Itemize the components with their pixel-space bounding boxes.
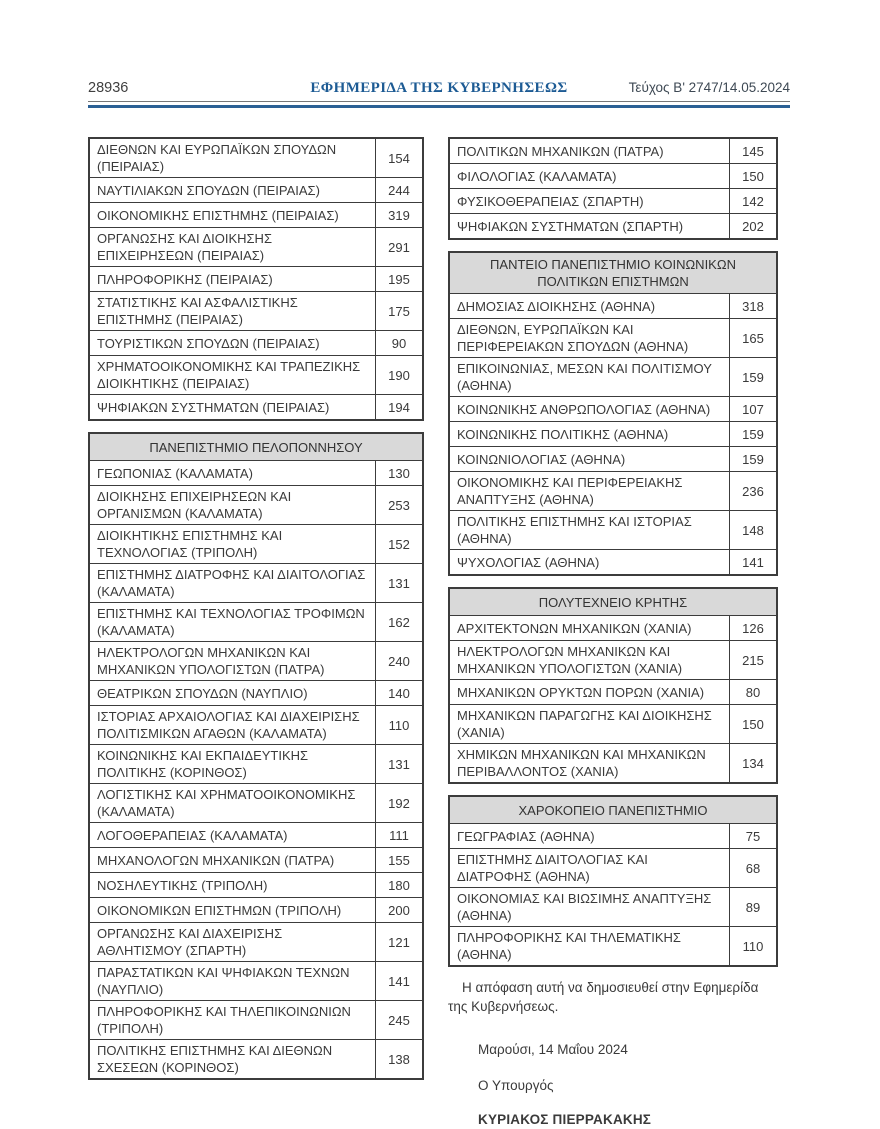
department-table bbox=[88, 137, 424, 421]
admissions-count: 180 bbox=[375, 873, 422, 897]
admissions-count: 190 bbox=[375, 356, 422, 394]
table-rows bbox=[450, 616, 776, 782]
department-name: ΝΑΥΤΙΛΙΑΚΩΝ ΣΠΟΥΔΩΝ (ΠΕΙΡΑΙΑΣ) bbox=[97, 182, 320, 198]
gazette-masthead: ΕΦΗΜΕΡΙΔΑ ΤΗΣ ΚΥΒΕΡΝΗΣΕΩΣ bbox=[310, 80, 568, 96]
admissions-count: 194 bbox=[375, 395, 422, 419]
table-row bbox=[90, 202, 422, 227]
department-name: ΧΗΜΙΚΩΝ ΜΗΧΑΝΙΚΩΝ ΚΑΙ ΜΗΧΑΝΙΚΩΝ ΠΕΡΙΒΑΛΛΟΝΤΟΣ (ΧΑΝΙΑ) bbox=[457, 747, 706, 779]
table-rows bbox=[450, 139, 776, 238]
table-row bbox=[90, 394, 422, 419]
table-row bbox=[450, 510, 776, 549]
right-column bbox=[448, 137, 778, 1129]
table-row bbox=[450, 294, 776, 318]
admissions-count: 140 bbox=[375, 681, 422, 705]
department-name: ΗΛΕΚΤΡΟΛΟΓΩΝ ΜΗΧΑΝΙΚΩΝ ΚΑΙ ΜΗΧΑΝΙΚΩΝ ΥΠΟΛΟΓΙΣΤΩΝ (ΧΑΝΙΑ) bbox=[457, 644, 683, 676]
page-number: 28936 bbox=[88, 80, 129, 96]
table-row bbox=[450, 887, 776, 926]
university-header: ΠΑΝΤΕΙΟ ΠΑΝΕΠΙΣΤΗΜΙΟ ΚΟΙΝΩΝΙΚΩΝ ΠΟΛΙΤΙΚΩΝ ΕΠΙΣΤΗΜΩΝ bbox=[450, 253, 776, 294]
department-name: ΓΕΩΓΡΑΦΙΑΣ (ΑΘΗΝΑ) bbox=[457, 828, 595, 844]
department-name: ΨΗΦΙΑΚΩΝ ΣΥΣΤΗΜΑΤΩΝ (ΣΠΑΡΤΗ) bbox=[457, 218, 684, 234]
department-name: ΕΠΙΚΟΙΝΩΝΙΑΣ, ΜΕΣΩΝ ΚΑΙ ΠΟΛΙΤΙΣΜΟΥ (ΑΘΗΝΑ) bbox=[457, 361, 712, 393]
table-row bbox=[90, 485, 422, 524]
department-name: ΣΤΑΤΙΣΤΙΚΗΣ ΚΑΙ ΑΣΦΑΛΙΣΤΙΚΗΣ ΕΠΙΣΤΗΜΗΣ (ΠΕΙΡΑΙΑΣ) bbox=[97, 295, 298, 327]
admissions-count: 68 bbox=[729, 849, 776, 887]
admissions-count: 159 bbox=[729, 358, 776, 396]
admissions-count: 138 bbox=[375, 1040, 422, 1078]
table-row bbox=[90, 563, 422, 602]
admissions-count: 142 bbox=[729, 189, 776, 213]
department-name: ΔΙΟΙΚΗΤΙΚΗΣ ΕΠΙΣΤΗΜΗΣ ΚΑΙ ΤΕΧΝΟΛΟΓΙΑΣ (ΤΡΙΠΟΛΗ) bbox=[97, 528, 283, 560]
table-row bbox=[450, 421, 776, 446]
admissions-count: 107 bbox=[729, 397, 776, 421]
table-row bbox=[90, 177, 422, 202]
department-name: ΧΡΗΜΑΤΟΟΙΚΟΝΟΜΙΚΗΣ ΚΑΙ ΤΡΑΠΕΖΙΚΗΣ ΔΙΟΙΚΗΤΙΚΗΣ (ΠΕΙΡΑΙΑΣ) bbox=[97, 359, 361, 391]
table-row bbox=[90, 461, 422, 485]
admissions-count: 192 bbox=[375, 784, 422, 822]
table-row bbox=[90, 822, 422, 847]
table-row bbox=[450, 616, 776, 640]
department-name: ΚΟΙΝΩΝΙΚΗΣ ΚΑΙ ΕΚΠΑΙΔΕΥΤΙΚΗΣ ΠΟΛΙΤΙΚΗΣ (ΚΟΡΙΝΘΟΣ) bbox=[97, 748, 309, 780]
admissions-count: 80 bbox=[729, 680, 776, 704]
table-rows bbox=[90, 139, 422, 419]
admissions-count: 131 bbox=[375, 745, 422, 783]
department-name: ΟΡΓΑΝΩΣΗΣ ΚΑΙ ΔΙΟΙΚΗΣΗΣ ΕΠΙΧΕΙΡΗΣΕΩΝ (ΠΕΙΡΑΙΑΣ) bbox=[97, 231, 272, 263]
table-row bbox=[90, 524, 422, 563]
table-row bbox=[90, 266, 422, 291]
department-name: ΔΙΕΘΝΩΝ, ΕΥΡΩΠΑΪΚΩΝ ΚΑΙ ΠΕΡΙΦΕΡΕΙΑΚΩΝ ΣΠΟΥΔΩΝ (ΑΘΗΝΑ) bbox=[457, 322, 689, 354]
department-name: ΔΙΟΙΚΗΣΗΣ ΕΠΙΧΕΙΡΗΣΕΩΝ ΚΑΙ ΟΡΓΑΝΙΣΜΩΝ (ΚΑΛΑΜΑΤΑ) bbox=[97, 489, 292, 521]
table-row bbox=[450, 549, 776, 574]
table-row bbox=[90, 227, 422, 266]
department-name: ΟΙΚΟΝΟΜΙΚΗΣ ΚΑΙ ΠΕΡΙΦΕΡΕΙΑΚΗΣ ΑΝΑΠΤΥΞΗΣ (ΑΘΗΝΑ) bbox=[457, 475, 683, 507]
admissions-count: 215 bbox=[729, 641, 776, 679]
department-name: ΤΟΥΡΙΣΤΙΚΩΝ ΣΠΟΥΔΩΝ (ΠΕΙΡΑΙΑΣ) bbox=[97, 335, 320, 351]
table-row bbox=[90, 961, 422, 1000]
department-name: ΟΙΚΟΝΟΜΙΑΣ ΚΑΙ ΒΙΩΣΙΜΗΣ ΑΝΑΠΤΥΞΗΣ (ΑΘΗΝΑ) bbox=[457, 891, 712, 923]
department-name: ΚΟΙΝΩΝΙΟΛΟΓΙΑΣ (ΑΘΗΝΑ) bbox=[457, 451, 626, 467]
department-table bbox=[448, 251, 778, 576]
table-row bbox=[450, 163, 776, 188]
admissions-count: 141 bbox=[375, 962, 422, 1000]
admissions-count: 75 bbox=[729, 824, 776, 848]
admissions-count: 110 bbox=[375, 706, 422, 744]
admissions-count: 165 bbox=[729, 319, 776, 357]
university-header: ΠΟΛΥΤΕΧΝΕΙΟ ΚΡΗΤΗΣ bbox=[450, 589, 776, 616]
admissions-count: 159 bbox=[729, 422, 776, 446]
table-row bbox=[90, 897, 422, 922]
table-row bbox=[450, 471, 776, 510]
department-name: ΜΗΧΑΝΟΛΟΓΩΝ ΜΗΧΑΝΙΚΩΝ (ΠΑΤΡΑ) bbox=[97, 852, 335, 868]
department-name: ΛΟΓΙΣΤΙΚΗΣ ΚΑΙ ΧΡΗΜΑΤΟΟΙΚΟΝΟΜΙΚΗΣ (ΚΑΛΑΜΑΤΑ) bbox=[97, 787, 356, 819]
header-rule bbox=[88, 105, 790, 108]
admissions-count: 90 bbox=[375, 331, 422, 355]
department-name: ΨΥΧΟΛΟΓΙΑΣ (ΑΘΗΝΑ) bbox=[457, 554, 600, 570]
admissions-count: 319 bbox=[375, 203, 422, 227]
admissions-count: 121 bbox=[375, 923, 422, 961]
signatory-name: ΚΥΡΙΑΚΟΣ ΠΙΕΡΡΑΚΑΚΗΣ bbox=[478, 1112, 652, 1127]
table-row bbox=[90, 602, 422, 641]
left-column bbox=[88, 137, 424, 1091]
header-line bbox=[88, 80, 790, 102]
department-name: ΟΙΚΟΝΟΜΙΚΗΣ ΕΠΙΣΤΗΜΗΣ (ΠΕΙΡΑΙΑΣ) bbox=[97, 207, 339, 223]
department-table bbox=[448, 587, 778, 784]
admissions-count: 150 bbox=[729, 164, 776, 188]
table-row bbox=[450, 318, 776, 357]
department-name: ΕΠΙΣΤΗΜΗΣ ΔΙΑΙΤΟΛΟΓΙΑΣ ΚΑΙ ΔΙΑΤΡΟΦΗΣ (ΑΘΗΝΑ) bbox=[457, 852, 648, 884]
department-name: ΟΡΓΑΝΩΣΗΣ ΚΑΙ ΔΙΑΧΕΙΡΙΣΗΣ ΑΘΛΗΤΙΣΜΟΥ (ΣΠΑΡΤΗ) bbox=[97, 926, 283, 958]
admissions-count: 245 bbox=[375, 1001, 422, 1039]
admissions-count: 110 bbox=[729, 927, 776, 965]
publish-note: Η απόφαση αυτή να δημοσιευθεί στην Εφημερίδα της Κυβερνήσεως. bbox=[448, 980, 759, 1014]
table-row bbox=[450, 357, 776, 396]
department-name: ΦΙΛΟΛΟΓΙΑΣ (ΚΑΛΑΜΑΤΑ) bbox=[457, 168, 617, 184]
table-row bbox=[90, 744, 422, 783]
table-row bbox=[90, 872, 422, 897]
department-name: ΦΥΣΙΚΟΘΕΡΑΠΕΙΑΣ (ΣΠΑΡΤΗ) bbox=[457, 193, 644, 209]
table-row bbox=[450, 743, 776, 782]
admissions-count: 175 bbox=[375, 292, 422, 330]
department-name: ΠΟΛΙΤΙΚΗΣ ΕΠΙΣΤΗΜΗΣ ΚΑΙ ΔΙΕΘΝΩΝ ΣΧΕΣΕΩΝ (ΚΟΡΙΝΘΟΣ) bbox=[97, 1043, 333, 1075]
table-row bbox=[90, 330, 422, 355]
department-name: ΜΗΧΑΝΙΚΩΝ ΟΡΥΚΤΩΝ ΠΟΡΩΝ (ΧΑΝΙΑ) bbox=[457, 684, 705, 700]
table-row bbox=[450, 188, 776, 213]
table-row bbox=[90, 139, 422, 177]
table-row bbox=[450, 704, 776, 743]
department-name: ΔΙΕΘΝΩΝ ΚΑΙ ΕΥΡΩΠΑΪΚΩΝ ΣΠΟΥΔΩΝ (ΠΕΙΡΑΙΑΣ) bbox=[97, 142, 337, 174]
table-row bbox=[450, 396, 776, 421]
department-name: ΛΟΓΟΘΕΡΑΠΕΙΑΣ (ΚΑΛΑΜΑΤΑ) bbox=[97, 827, 288, 843]
department-name: ΔΗΜΟΣΙΑΣ ΔΙΟΙΚΗΣΗΣ (ΑΘΗΝΑ) bbox=[457, 298, 656, 314]
admissions-count: 244 bbox=[375, 178, 422, 202]
admissions-count: 318 bbox=[729, 294, 776, 318]
table-rows bbox=[450, 294, 776, 574]
university-header: ΠΑΝΕΠΙΣΤΗΜΙΟ ΠΕΛΟΠΟΝΝΗΣΟΥ bbox=[90, 434, 422, 461]
department-name: ΚΟΙΝΩΝΙΚΗΣ ΠΟΛΙΤΙΚΗΣ (ΑΘΗΝΑ) bbox=[457, 426, 669, 442]
closing-block bbox=[448, 978, 778, 1129]
admissions-count: 89 bbox=[729, 888, 776, 926]
department-name: ΝΟΣΗΛΕΥΤΙΚΗΣ (ΤΡΙΠΟΛΗ) bbox=[97, 877, 268, 893]
admissions-count: 236 bbox=[729, 472, 776, 510]
table-row bbox=[90, 1039, 422, 1078]
university-header: ΧΑΡΟΚΟΠΕΙΟ ΠΑΝΕΠΙΣΤΗΜΙΟ bbox=[450, 797, 776, 824]
table-row bbox=[90, 680, 422, 705]
department-table bbox=[448, 795, 778, 967]
table-row bbox=[450, 213, 776, 238]
department-name: ΠΛΗΡΟΦΟΡΙΚΗΣ ΚΑΙ ΤΗΛΕΠΙΚΟΙΝΩΝΙΩΝ (ΤΡΙΠΟΛΗ) bbox=[97, 1004, 351, 1036]
place-date: Μαρούσι, 14 Μαΐου 2024 bbox=[478, 1042, 628, 1057]
admissions-count: 162 bbox=[375, 603, 422, 641]
admissions-count: 155 bbox=[375, 848, 422, 872]
department-name: ΚΟΙΝΩΝΙΚΗΣ ΑΝΘΡΩΠΟΛΟΓΙΑΣ (ΑΘΗΝΑ) bbox=[457, 401, 711, 417]
department-name: ΘΕΑΤΡΙΚΩΝ ΣΠΟΥΔΩΝ (ΝΑΥΠΛΙΟ) bbox=[97, 685, 308, 701]
admissions-count: 126 bbox=[729, 616, 776, 640]
table-row bbox=[450, 926, 776, 965]
department-name: ΗΛΕΚΤΡΟΛΟΓΩΝ ΜΗΧΑΝΙΚΩΝ ΚΑΙ ΜΗΧΑΝΙΚΩΝ ΥΠΟΛΟΓΙΣΤΩΝ (ΠΑΤΡΑ) bbox=[97, 645, 325, 677]
admissions-count: 131 bbox=[375, 564, 422, 602]
admissions-count: 152 bbox=[375, 525, 422, 563]
department-name: ΠΑΡΑΣΤΑΤΙΚΩΝ ΚΑΙ ΨΗΦΙΑΚΩΝ ΤΕΧΝΩΝ (ΝΑΥΠΛΙΟ) bbox=[97, 965, 350, 997]
admissions-count: 145 bbox=[729, 139, 776, 163]
table-row bbox=[450, 446, 776, 471]
department-name: ΟΙΚΟΝΟΜΙΚΩΝ ΕΠΙΣΤΗΜΩΝ (ΤΡΙΠΟΛΗ) bbox=[97, 902, 342, 918]
department-name: ΕΠΙΣΤΗΜΗΣ ΔΙΑΤΡΟΦΗΣ ΚΑΙ ΔΙΑΙΤΟΛΟΓΙΑΣ (ΚΑΛΑΜΑΤΑ) bbox=[97, 567, 366, 599]
table-row bbox=[90, 922, 422, 961]
department-name: ΨΗΦΙΑΚΩΝ ΣΥΣΤΗΜΑΤΩΝ (ΠΕΙΡΑΙΑΣ) bbox=[97, 399, 330, 415]
admissions-count: 253 bbox=[375, 486, 422, 524]
admissions-count: 154 bbox=[375, 139, 422, 177]
department-name: ΠΛΗΡΟΦΟΡΙΚΗΣ (ΠΕΙΡΑΙΑΣ) bbox=[97, 271, 273, 287]
table-row bbox=[450, 139, 776, 163]
department-name: ΠΟΛΙΤΙΚΗΣ ΕΠΙΣΤΗΜΗΣ ΚΑΙ ΙΣΤΟΡΙΑΣ (ΑΘΗΝΑ) bbox=[457, 514, 692, 546]
admissions-count: 134 bbox=[729, 744, 776, 782]
department-name: ΑΡΧΙΤΕΚΤΟΝΩΝ ΜΗΧΑΝΙΚΩΝ (ΧΑΝΙΑ) bbox=[457, 620, 692, 636]
table-rows bbox=[450, 824, 776, 965]
department-name: ΕΠΙΣΤΗΜΗΣ ΚΑΙ ΤΕΧΝΟΛΟΓΙΑΣ ΤΡΟΦΙΜΩΝ (ΚΑΛΑΜΑΤΑ) bbox=[97, 606, 365, 638]
table-row bbox=[450, 679, 776, 704]
admissions-count: 159 bbox=[729, 447, 776, 471]
admissions-count: 200 bbox=[375, 898, 422, 922]
department-table bbox=[88, 432, 424, 1080]
department-name: ΠΟΛΙΤΙΚΩΝ ΜΗΧΑΝΙΚΩΝ (ΠΑΤΡΑ) bbox=[457, 143, 664, 159]
admissions-count: 291 bbox=[375, 228, 422, 266]
table-row bbox=[90, 355, 422, 394]
department-name: ΓΕΩΠΟΝΙΑΣ (ΚΑΛΑΜΑΤΑ) bbox=[97, 465, 253, 481]
table-row bbox=[90, 291, 422, 330]
admissions-count: 150 bbox=[729, 705, 776, 743]
admissions-count: 195 bbox=[375, 267, 422, 291]
table-row bbox=[450, 824, 776, 848]
department-name: ΙΣΤΟΡΙΑΣ ΑΡΧΑΙΟΛΟΓΙΑΣ ΚΑΙ ΔΙΑΧΕΙΡΙΣΗΣ ΠΟΛΙΤΙΣΜΙΚΩΝ ΑΓΑΘΩΝ (ΚΑΛΑΜΑΤΑ) bbox=[97, 709, 360, 741]
table-row bbox=[90, 641, 422, 680]
department-name: ΠΛΗΡΟΦΟΡΙΚΗΣ ΚΑΙ ΤΗΛΕΜΑΤΙΚΗΣ (ΑΘΗΝΑ) bbox=[457, 930, 681, 962]
table-row bbox=[450, 640, 776, 679]
table-row bbox=[450, 848, 776, 887]
admissions-count: 130 bbox=[375, 461, 422, 485]
table-rows bbox=[90, 461, 422, 1078]
issue-info: Τεύχος Β' 2747/14.05.2024 bbox=[628, 80, 790, 95]
admissions-count: 240 bbox=[375, 642, 422, 680]
signatory-title: Ο Υπουργός bbox=[478, 1078, 554, 1093]
page-header bbox=[88, 80, 790, 108]
admissions-count: 141 bbox=[729, 550, 776, 574]
admissions-count: 111 bbox=[375, 823, 422, 847]
table-row bbox=[90, 705, 422, 744]
admissions-count: 148 bbox=[729, 511, 776, 549]
table-row bbox=[90, 783, 422, 822]
table-row bbox=[90, 847, 422, 872]
table-row bbox=[90, 1000, 422, 1039]
department-name: ΜΗΧΑΝΙΚΩΝ ΠΑΡΑΓΩΓΗΣ ΚΑΙ ΔΙΟΙΚΗΣΗΣ (ΧΑΝΙΑ) bbox=[457, 708, 712, 740]
admissions-count: 202 bbox=[729, 214, 776, 238]
department-table bbox=[448, 137, 778, 240]
